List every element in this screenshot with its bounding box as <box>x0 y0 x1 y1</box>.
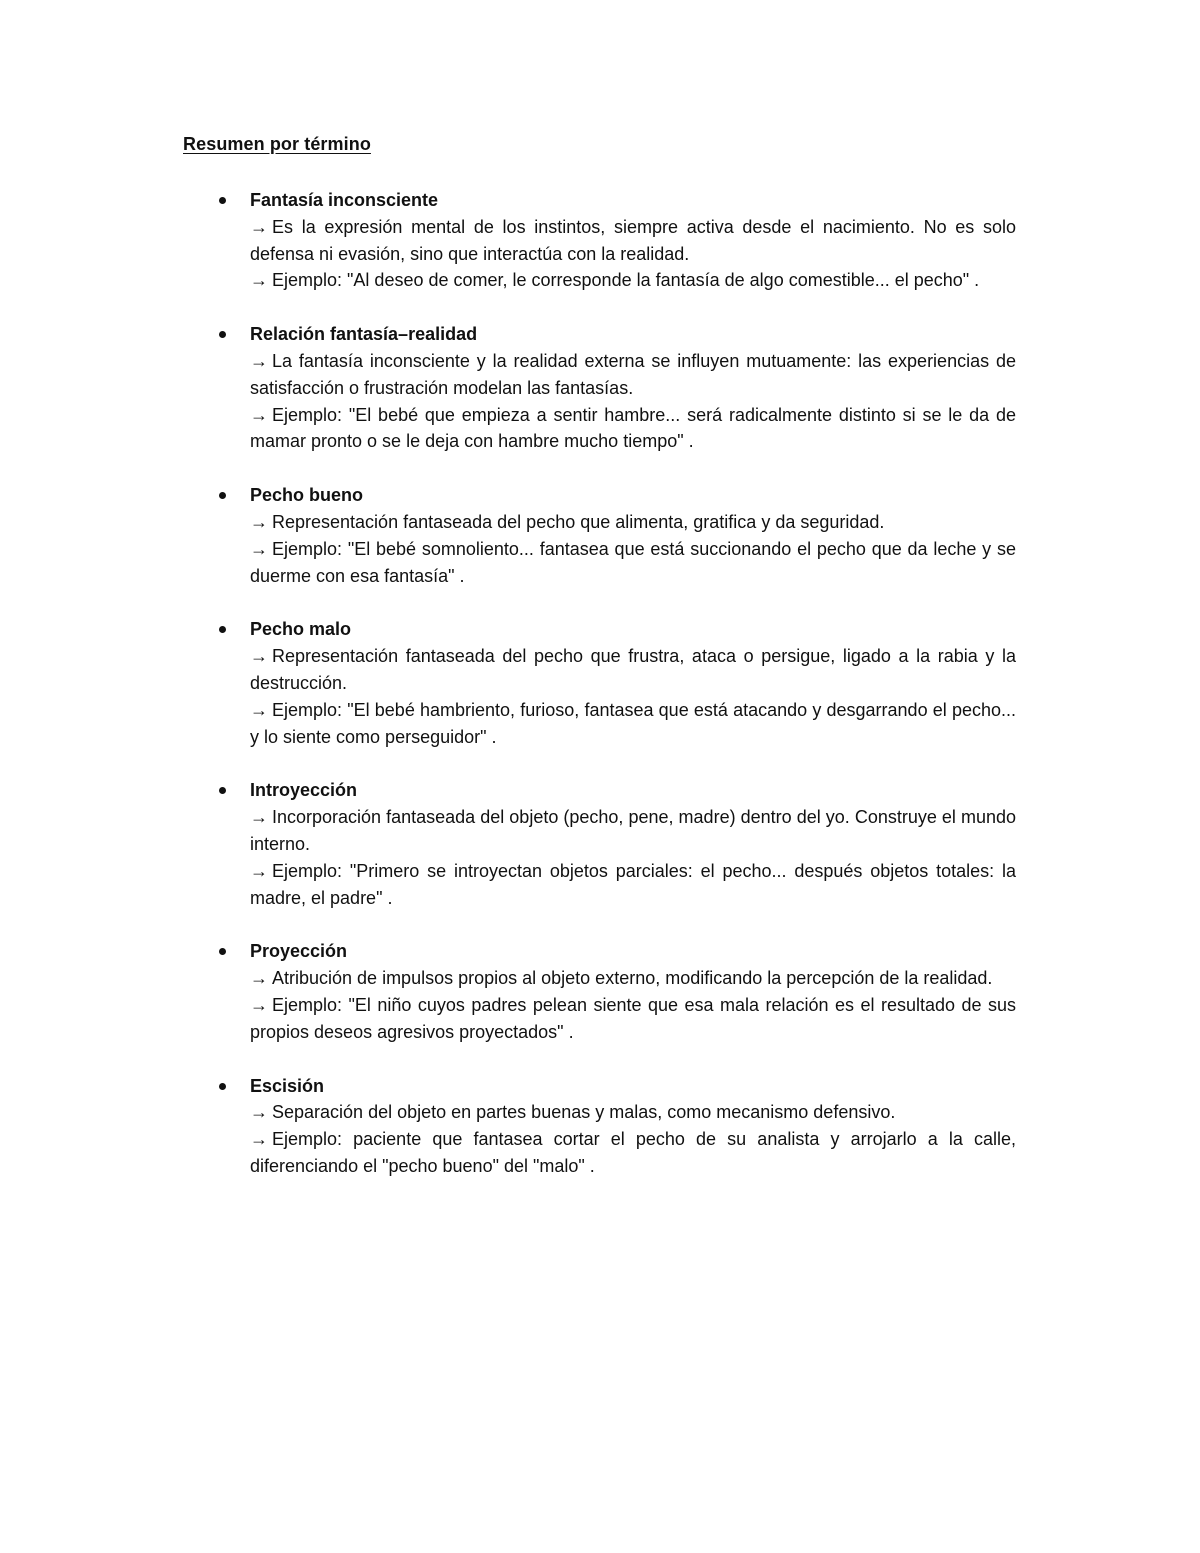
term-item <box>250 616 1016 750</box>
arrow-icon: → <box>250 968 268 989</box>
term-example <box>250 402 1016 456</box>
term-example-text: Ejemplo: "El bebé hambriento, furioso, fantasea que está atacando y desgarrando el pecho... y lo siente como perseguidor" . <box>250 699 1016 747</box>
bullet-icon <box>219 1083 226 1090</box>
arrow-icon: → <box>250 994 268 1015</box>
term-heading: Relación fantasía–realidad <box>250 324 478 345</box>
term-definition-text: Separación del objeto en partes buenas y malas, como mecanismo defensivo. <box>272 1102 896 1123</box>
term-item <box>250 482 1016 589</box>
term-definition <box>250 1099 1016 1126</box>
term-definition-text: Representación fantaseada del pecho que alimenta, gratifica y da seguridad. <box>272 511 885 532</box>
term-definition <box>250 348 1016 402</box>
term-definition-text: Representación fantaseada del pecho que frustra, ataca o persigue, ligado a la rabia y la destrucción. <box>250 646 1016 693</box>
term-example-text: Ejemplo: paciente que fantasea cortar el pecho de su analista y arrojarlo a la calle, diferenciando el "pecho bueno" del "malo" . <box>250 1129 1016 1176</box>
term-example-text: Ejemplo: "Primero se introyectan objetos parciales: el pecho... después objetos totales: la madre, el padre" . <box>250 860 1016 908</box>
term-item <box>250 777 1016 911</box>
term-item <box>250 321 1016 455</box>
arrow-icon: → <box>250 699 268 720</box>
bullet-icon <box>219 626 226 633</box>
arrow-icon: → <box>250 807 268 828</box>
term-heading: Proyección <box>250 941 348 962</box>
arrow-icon: → <box>250 1129 268 1150</box>
term-definition-text: Atribución de impulsos propios al objeto externo, modificando la percepción de la realidad. <box>272 968 993 989</box>
term-definition <box>250 509 1016 536</box>
term-example-text: Ejemplo: "El bebé somnoliento... fantasea que está succionando el pecho que da leche y se duerme con esa fantasía" . <box>250 538 1016 586</box>
document-title: Resumen por término <box>183 134 371 154</box>
term-definition-text: La fantasía inconsciente y la realidad externa se influyen mutuamente: las experiencias de satisfacción o frustración modelan las fantasías. <box>250 350 1016 398</box>
term-heading: Introyección <box>250 780 358 801</box>
term-definition-text: Es la expresión mental de los instintos, siempre activa desde el nacimiento. No es solo defensa ni evasión, sino que interactúa con la realidad. <box>250 216 1016 264</box>
term-heading: Pecho bueno <box>250 485 364 506</box>
arrow-icon: → <box>250 270 268 291</box>
term-item <box>250 1073 1016 1180</box>
arrow-icon: → <box>250 404 268 425</box>
term-item <box>250 938 1016 1045</box>
term-definition <box>250 965 1016 992</box>
term-example <box>250 992 1016 1046</box>
term-list <box>250 187 1016 1207</box>
term-example <box>250 1126 1016 1180</box>
arrow-icon: → <box>250 646 268 667</box>
arrow-icon: → <box>250 511 268 532</box>
term-definition-text: Incorporación fantaseada del objeto (pecho, pene, madre) dentro del yo. Construye el mundo interno. <box>250 807 1016 854</box>
arrow-icon: → <box>250 350 268 371</box>
arrow-icon: → <box>250 1102 268 1123</box>
term-example-text: Ejemplo: "El niño cuyos padres pelean siente que esa mala relación es el resultado de sus propios deseos agresivos proyectados" . <box>250 994 1016 1042</box>
bullet-icon <box>219 492 226 499</box>
term-example <box>250 858 1016 912</box>
term-definition <box>250 804 1016 858</box>
bullet-icon <box>219 948 226 955</box>
arrow-icon: → <box>250 216 268 237</box>
bullet-icon <box>219 331 226 338</box>
term-definition <box>250 214 1016 268</box>
term-heading: Pecho malo <box>250 619 352 640</box>
arrow-icon: → <box>250 860 268 881</box>
term-heading: Fantasía inconsciente <box>250 190 439 210</box>
term-example <box>250 267 1016 294</box>
term-example <box>250 697 1016 751</box>
bullet-icon <box>219 787 226 794</box>
term-heading: Escisión <box>250 1075 325 1096</box>
bullet-icon <box>219 197 226 204</box>
term-example-text: Ejemplo: "El bebé que empieza a sentir hambre... será radicalmente distinto si se le da de mamar pronto o se le deja con hambre mucho tiempo" . <box>250 404 1016 452</box>
term-definition <box>250 643 1016 697</box>
arrow-icon: → <box>250 538 268 559</box>
term-example <box>250 536 1016 590</box>
term-item <box>250 187 1016 294</box>
term-example-text: Ejemplo: "Al deseo de comer, le corresponde la fantasía de algo comestible... el pecho" . <box>272 270 980 291</box>
